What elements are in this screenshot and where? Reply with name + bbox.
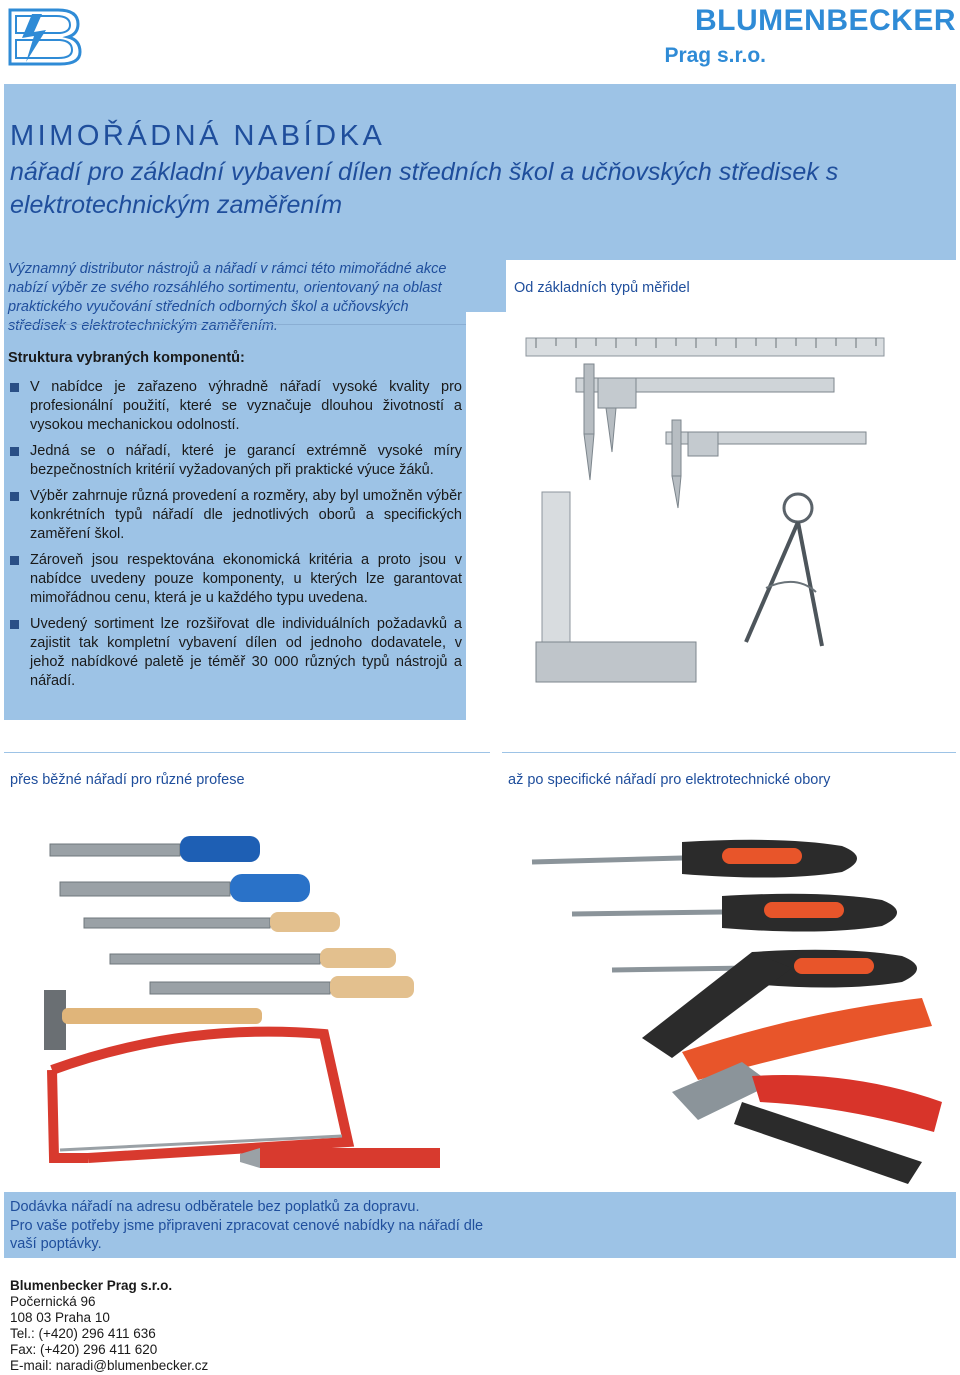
square-bullet-icon — [10, 556, 19, 565]
general-tools-illustration — [4, 802, 490, 1186]
blumenbecker-logo-icon — [4, 4, 84, 68]
measuring-tools-caption: Od základních typů měřidel — [514, 280, 690, 296]
contact-phone: Tel.: (+420) 296 411 636 — [10, 1326, 156, 1341]
contact-email[interactable]: E-mail: naradi@blumenbecker.cz — [10, 1358, 209, 1373]
electrical-tools-section — [502, 752, 956, 1186]
structure-item-text: Jedná se o nářadí, které je garancí extrémně vysoké míry bezpečnostních kritérií vyžadovaných při praktické výuce žáků. — [30, 443, 462, 478]
measuring-tools-caption-box — [506, 260, 956, 312]
square-bullet-icon — [10, 492, 19, 501]
square-bullet-icon — [10, 620, 19, 629]
electrical-tools-illustration — [502, 802, 956, 1186]
general-tools-picture — [4, 802, 490, 1186]
intro-divider — [8, 324, 466, 325]
structure-list-item — [10, 378, 462, 435]
company-logo — [4, 4, 84, 68]
brand-name: BLUMENBECKER — [695, 4, 956, 37]
square-bullet-icon — [10, 447, 19, 456]
brand-block — [664, 4, 956, 68]
structure-list-item — [10, 442, 462, 480]
electrical-tools-picture — [502, 802, 956, 1186]
electrical-tools-caption-box — [502, 752, 956, 802]
delivery-panel — [4, 1192, 956, 1258]
offer-panel — [4, 84, 956, 720]
general-tools-caption: přes běžné nářadí pro různé profese — [10, 772, 245, 788]
structure-list-item — [10, 615, 462, 691]
structure-item-text: Uvedený sortiment lze rozšiřovat dle individuálních požadavků a zajistit tak kompletní vybavení dílen od jednoho dodavatele, v jehož nabídkové paletě je téměř 30 000 různých typů nástrojů a nářadí. — [30, 616, 462, 689]
intro-text: Významný distributor nástrojů a nářadí v rámci této mimořádné akce nabízí výběr ze svého rozsáhlého sortimentu, orientovaný na oblast praktického vyučování středních odborných škol a učňovských středisek s elektrotechnickým zaměřením. — [8, 261, 447, 334]
square-bullet-icon — [10, 383, 19, 392]
contact-block — [10, 1278, 208, 1374]
delivery-line: Pro vaše potřeby jsme připraveni zpracovat cenové nabídky na nářadí dle vaší poptávky. — [10, 1217, 484, 1252]
measuring-tools-illustration — [466, 312, 956, 720]
general-tools-section — [4, 752, 490, 1186]
structure-list-item — [10, 551, 462, 608]
contact-city: 108 03 Praha 10 — [10, 1310, 110, 1325]
structure-item-text: Výběr zahrnuje různá provedení a rozměry, aby byl umožněn výběr konkrétních typů nářadí dle jednotlivých oborů a specifických zaměření škol. — [30, 488, 462, 542]
structure-item-text: Zároveň jsou respektována ekonomická kritéria a proto jsou v nabídce uvedeny pouze komponenty, u kterých lze garantovat mimořádnou cenu, která je u každého typu uvedena. — [30, 552, 462, 606]
brand-subtitle: Prag s.r.o. — [664, 44, 766, 67]
electrical-tools-caption: až po specifické nářadí pro elektrotechnické obory — [508, 772, 831, 788]
general-tools-caption-box — [4, 752, 490, 802]
offer-subtitle: nářadí pro základní vybavení dílen středních škol a učňovských středisek s elektrotechnickým zaměřením — [10, 158, 839, 219]
structure-item-text: V nabídce je zařazeno výhradně nářadí vysoké kvality pro profesionální použití, které se vyznačuje dlouhou životností a vysokou mechanickou odolností. — [30, 379, 462, 433]
structure-heading: Struktura vybraných komponentů: — [8, 350, 245, 366]
structure-list — [10, 378, 462, 698]
delivery-text — [10, 1198, 490, 1254]
structure-list-item — [10, 487, 462, 544]
measuring-tools-picture — [466, 312, 956, 720]
offer-title: MIMOŘÁDNÁ NABÍDKA — [10, 120, 386, 152]
delivery-line: Dodávka nářadí na adresu odběratele bez poplatků za dopravu. — [10, 1199, 420, 1215]
contact-company: Blumenbecker Prag s.r.o. — [10, 1278, 173, 1293]
contact-street: Počernická 96 — [10, 1294, 96, 1309]
contact-fax: Fax: (+420) 296 411 620 — [10, 1342, 158, 1357]
